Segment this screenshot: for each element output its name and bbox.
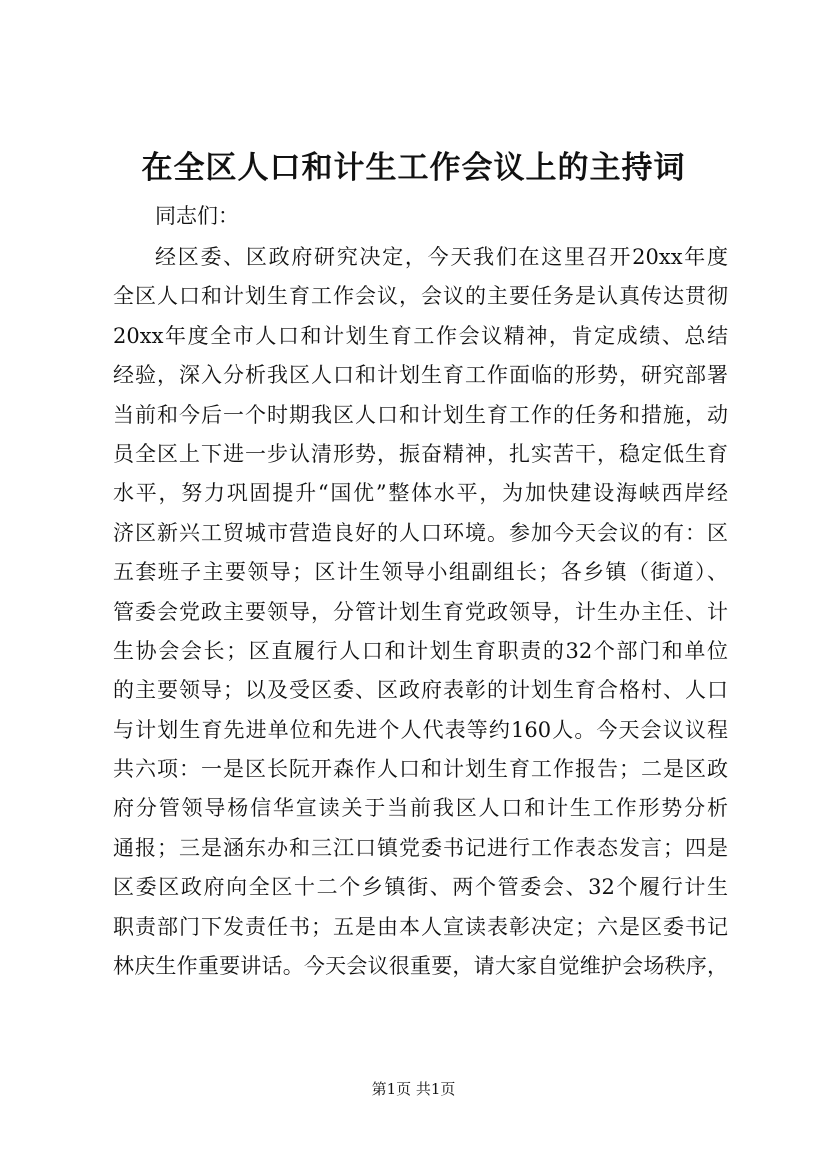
body-line: 林庆生作重要讲话。今天会议很重要，请大家自觉维护会场秩序， — [113, 954, 728, 979]
body-line: 府分管领导杨信华宣读关于当前我区人口和计生工作形势分析 — [113, 796, 728, 821]
body-line: 与计划生育先进单位和先进个人代表等约160人。今天会议议程 — [113, 717, 728, 742]
body-line: 全区人口和计划生育工作会议，会议的主要任务是认真传达贯彻 — [113, 284, 728, 309]
body-text — [113, 238, 728, 986]
body-line: 通报；三是涵东办和三江口镇党委书记进行工作表态发言；四是 — [113, 835, 728, 860]
body-line: 济区新兴工贸城市营造良好的人口环境。参加今天会议的有：区 — [113, 520, 728, 545]
body-line: 生协会会长；区直履行人口和计划生育职责的32个部门和单位 — [113, 638, 728, 663]
body-line: 的主要领导；以及受区委、区政府表彰的计划生育合格村、人口 — [113, 678, 728, 703]
body-line: 水平，努力巩固提升“国优”整体水平，为加快建设海峡西岸经 — [113, 481, 728, 506]
body-line: 管委会党政主要领导，分管计划生育党政领导，计生办主任、计 — [113, 599, 728, 624]
body-line: 经区委、区政府研究决定，今天我们在这里召开20xx年度 — [155, 245, 728, 269]
body-line: 职责部门下发责任书；五是由本人宣读表彰决定；六是区委书记 — [113, 914, 728, 939]
body-line: 五套班子主要领导；区计生领导小组副组长；各乡镇（街道）、 — [113, 560, 728, 585]
body-line: 经验，深入分析我区人口和计划生育工作面临的形势，研究部署 — [113, 363, 728, 388]
document-title: 在全区人口和计生工作会议上的主持词 — [141, 150, 686, 186]
page-number: 第1页 共1页 — [371, 1080, 456, 1098]
salutation: 同志们： — [155, 204, 239, 228]
body-line: 员全区上下进一步认清形势，振奋精神，扎实苦干，稳定低生育 — [113, 441, 728, 466]
body-line: 20xx年度全市人口和计划生育工作会议精神，肯定成绩、总结 — [113, 323, 728, 348]
body-line: 共六项：一是区长阮开森作人口和计划生育工作报告；二是区政 — [113, 757, 728, 782]
body-line: 当前和今后一个时期我区人口和计划生育工作的任务和措施，动 — [113, 402, 728, 427]
body-line: 区委区政府向全区十二个乡镇街、两个管委会、32个履行计生 — [113, 875, 728, 900]
